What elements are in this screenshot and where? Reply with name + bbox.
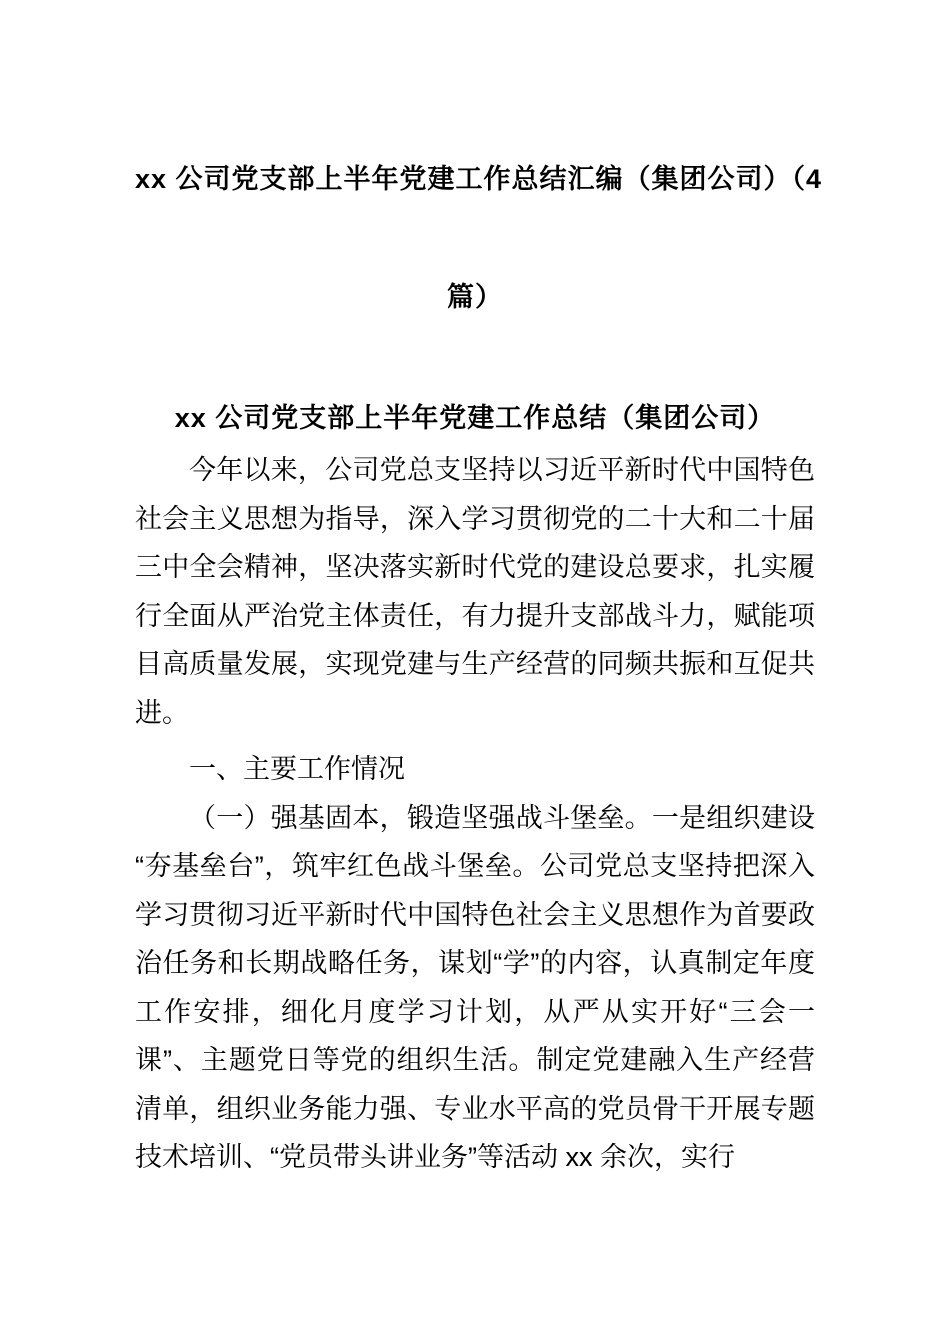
paragraph-main-work-heading: 一、主要工作情况 xyxy=(189,754,405,784)
paragraph-section-one: （一）强基固本，锻造坚强战斗堡垒。一是组织建设“夯基垒台”，筑牢红色战斗堡垒。公司党总支坚持把深入学习贯彻习近平新时代中国特色社会主义思想作为首要政治任务和长期战略任务，谋划“学”的内容，认真制定年度工作安排，细化月度学习计划，从严从实开好“三会一课”、主题党日等党的组织生活。制定党建融入生产经营清单，组织业务能力强、专业水平高的党员骨干开展专题技术培训、“党员带头讲业务”等活动 xx 余次，实行 xyxy=(135,802,815,1172)
document-title xyxy=(135,120,823,356)
section-heading: xx 公司党支部上半年党建工作总结（集团公司） xyxy=(174,403,776,433)
document-title-line-2: 篇） xyxy=(447,282,503,312)
document-title-line-1: xx 公司党支部上半年党建工作总结汇编（集团公司）（4 xyxy=(135,164,823,194)
paragraph-overview: 今年以来，公司党总支坚持以习近平新时代中国特色社会主义思想为指导，深入学习贯彻党的二十大和二十届三中全会精神，坚决落实新时代党的建设总要求，扎实履行全面从严治党主体责任，有力提升支部战斗力，赋能项目高质量发展，实现党建与生产经营的同频共振和互促共进。 xyxy=(135,455,815,728)
